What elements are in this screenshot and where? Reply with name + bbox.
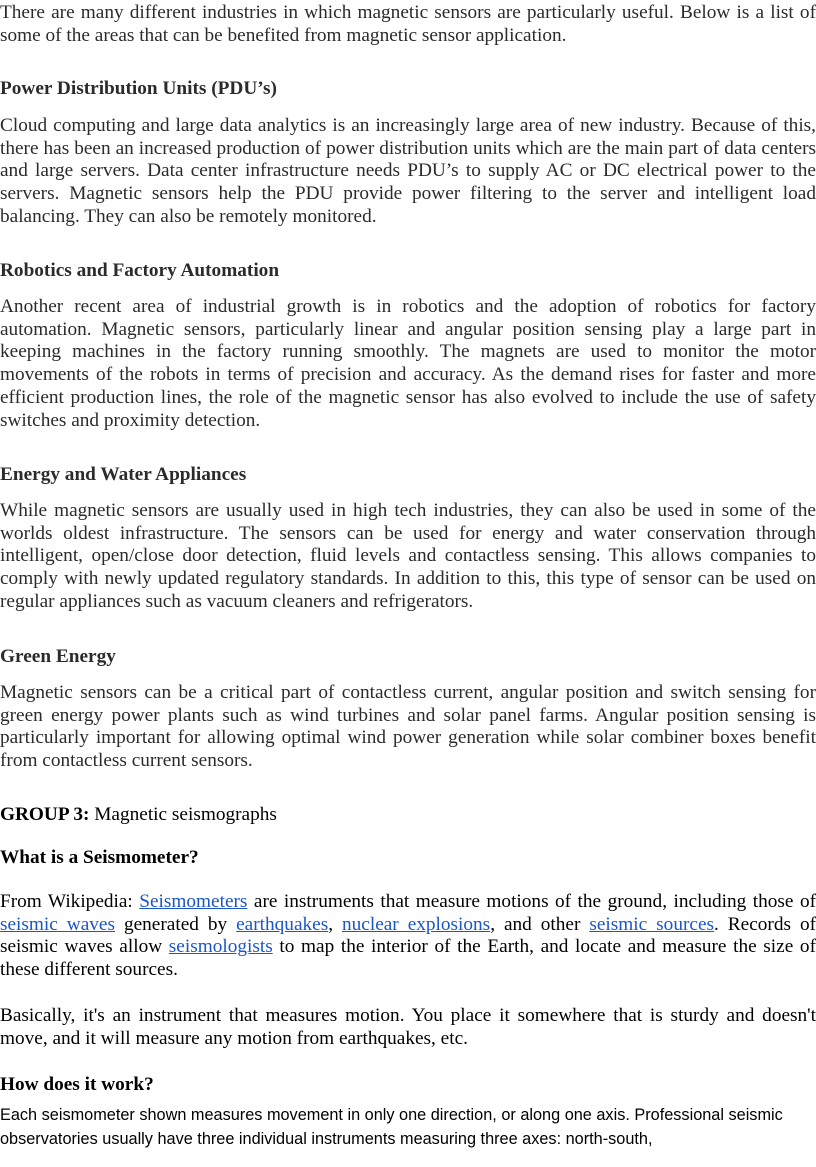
- heading-energy-water: Energy and Water Appliances: [0, 464, 247, 485]
- link-seismic-sources[interactable]: seismic sources: [589, 913, 715, 935]
- heading-green-energy: Green Energy: [0, 646, 116, 667]
- group-title: [0, 804, 816, 827]
- group-label: GROUP 3:: [0, 804, 90, 825]
- heading-pdu: Power Distribution Units (PDU’s): [0, 78, 277, 99]
- paragraph-green-energy: Magnetic sensors can be a critical part of contactless current, angular position and switch sensing for green energy power plants such as wind turbines and solar panel farms. Angular position sensing is particularly important for allowing optimal wind power generation while solar combiner boxes benefit from contactless current sensors.: [0, 682, 816, 772]
- heading-how-does-it-work: How does it work?: [0, 1074, 154, 1095]
- wiki-text-1: From Wikipedia:: [0, 891, 140, 912]
- link-seismic-waves[interactable]: seismic waves: [0, 913, 115, 935]
- how-paragraph: [0, 1104, 816, 1151]
- link-nuclear-explosions[interactable]: nuclear explosions: [342, 913, 491, 935]
- wiki-text-5: , and other: [490, 913, 590, 935]
- basically-paragraph: Basically, it's an instrument that measures motion. You place it somewhere that is sturdy and doesn't move, and it will measure any motion from earthquakes, etc.: [0, 1005, 816, 1049]
- how-line-2: observatories usually have three individual instruments measuring three axes: north-south,: [0, 1129, 653, 1148]
- paragraph-pdu: Cloud computing and large data analytics is an increasingly large area of new industry. Because of this, there has been an increased production of power distribution units which are the main part of data centers and large servers. Data center infrastructure needs PDU’s to supply AC or DC electrical power to the servers. Magnetic sensors help the PDU provide power filtering to the server and intelligent load balancing. They can also be remotely monitored.: [0, 115, 816, 227]
- link-seismologists[interactable]: seismologists: [168, 936, 273, 958]
- how-line-1: Each seismometer shown measures movement in only one direction, or along one axis. Professional seismic: [0, 1106, 783, 1124]
- link-seismometers[interactable]: Seismometers: [139, 891, 248, 912]
- wiki-text-3: generated by: [115, 913, 237, 935]
- wiki-text-4: ,: [328, 913, 342, 935]
- wiki-text-2: are instruments that measure motions of the ground, including those of: [247, 891, 816, 912]
- group-name: Magnetic seismographs: [89, 804, 277, 825]
- wiki-text-6: . Records of seismic waves allow: [0, 913, 816, 958]
- heading-what-is-seismometer: What is a Seismometer?: [0, 847, 199, 868]
- wiki-text-7: to map the interior of the Earth, and locate and measure the size of these different sources.: [0, 936, 816, 981]
- paragraph-robotics: Another recent area of industrial growth is in robotics and the adoption of robotics for factory automation. Magnetic sensors, particularly linear and angular position sensing play a large part in keeping machines in the factory running smoothly. The magnets are used to monitor the motor movements of the robots in terms of precision and accuracy. As the demand rises for faster and more efficient production lines, the role of the magnetic sensor has also evolved to include the use of safety switches and proximity detection.: [0, 296, 816, 431]
- paragraph-energy-water: While magnetic sensors are usually used in high tech industries, they can also be used in some of the worlds oldest infrastructure. The sensors can be used for energy and water conservation through intelligent, open/close door detection, fluid levels and contactless sensing. This allows companies to comply with newly updated regulatory standards. In addition to this, this type of sensor can be used on regular appliances such as vacuum cleaners and refrigerators.: [0, 500, 816, 612]
- intro-paragraph: There are many different industries in which magnetic sensors are particularly useful. Below is a list of some of the areas that can be benefited from magnetic sensor application.: [0, 2, 816, 46]
- link-earthquakes[interactable]: earthquakes: [236, 913, 329, 935]
- heading-robotics: Robotics and Factory Automation: [0, 260, 280, 281]
- wikipedia-paragraph: [0, 891, 816, 982]
